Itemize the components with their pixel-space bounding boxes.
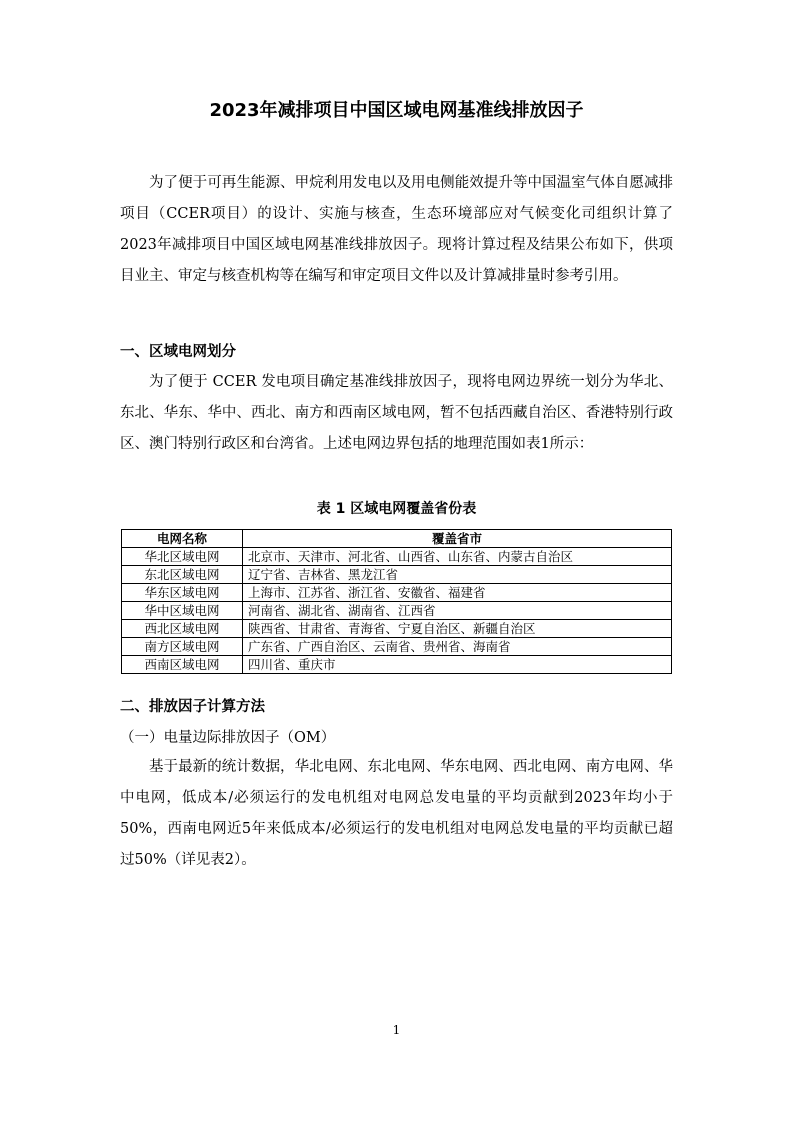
table1	[121, 529, 672, 674]
table-row	[122, 656, 672, 674]
section1-heading: 一、区域电网划分	[120, 344, 236, 360]
table-row	[122, 638, 672, 656]
col-header-provinces: 覆盖省市	[243, 530, 672, 548]
grid-name-cell: 华中区域电网	[122, 602, 243, 620]
table-row	[122, 548, 672, 566]
col-header-grid: 电网名称	[122, 530, 243, 548]
provinces-cell: 北京市、天津市、河北省、山西省、山东省、内蒙古自治区	[243, 548, 672, 566]
section1-paragraph: 为了便于 CCER 发电项目确定基准线排放因子，现将电网边界统一划分为华北、东北、华东、华中、西北、南方和西南区域电网，暂不包括西藏自治区、香港特别行政区、澳门特别行政区和台湾省。上述电网边界包括的地理范围如表1所示：	[120, 374, 673, 452]
table1-caption: 表 1 区域电网覆盖省份表	[316, 501, 477, 517]
table-header-row	[122, 530, 672, 548]
grid-name-cell: 华北区域电网	[122, 548, 243, 566]
provinces-cell: 河南省、湖北省、湖南省、江西省	[243, 602, 672, 620]
page-number: 1	[392, 1023, 401, 1037]
provinces-cell: 辽宁省、吉林省、黑龙江省	[243, 566, 672, 584]
section2-paragraph: 基于最新的统计数据，华北电网、东北电网、华东电网、西北电网、南方电网、华中电网，低成本/必须运行的发电机组对电网总发电量的平均贡献到2023年均小于50%，西南电网近5年来低成本/必须运行的发电机组对电网总发电量的平均贡献已超过50%（详见表2）。	[120, 759, 673, 868]
provinces-cell: 上海市、江苏省、浙江省、安徽省、福建省	[243, 584, 672, 602]
section2-heading: 二、排放因子计算方法	[120, 699, 265, 715]
grid-name-cell: 东北区域电网	[122, 566, 243, 584]
provinces-cell: 陕西省、甘肃省、青海省、宁夏自治区、新疆自治区	[243, 620, 672, 638]
intro-paragraph: 为了便于可再生能源、甲烷利用发电以及用电侧能效提升等中国温室气体自愿减排项目（CCER项目）的设计、实施与核查，生态环境部应对气候变化司组织计算了2023年减排项目中国区域电网基准线排放因子。现将计算过程及结果公布如下，供项目业主、审定与核查机构等在编写和审定项目文件以及计算减排量时参考引用。	[120, 175, 673, 284]
table-row	[122, 584, 672, 602]
provinces-cell: 广东省、广西自治区、云南省、贵州省、海南省	[243, 638, 672, 656]
table-row	[122, 620, 672, 638]
grid-name-cell: 西北区域电网	[122, 620, 243, 638]
grid-name-cell: 南方区域电网	[122, 638, 243, 656]
document-title: 2023年减排项目中国区域电网基准线排放因子	[209, 100, 584, 121]
provinces-cell: 四川省、重庆市	[243, 656, 672, 674]
table-row	[122, 602, 672, 620]
table-row	[122, 566, 672, 584]
section2-subheading: （一）电量边际排放因子（OM）	[120, 730, 336, 746]
grid-name-cell: 西南区域电网	[122, 656, 243, 674]
grid-name-cell: 华东区域电网	[122, 584, 243, 602]
